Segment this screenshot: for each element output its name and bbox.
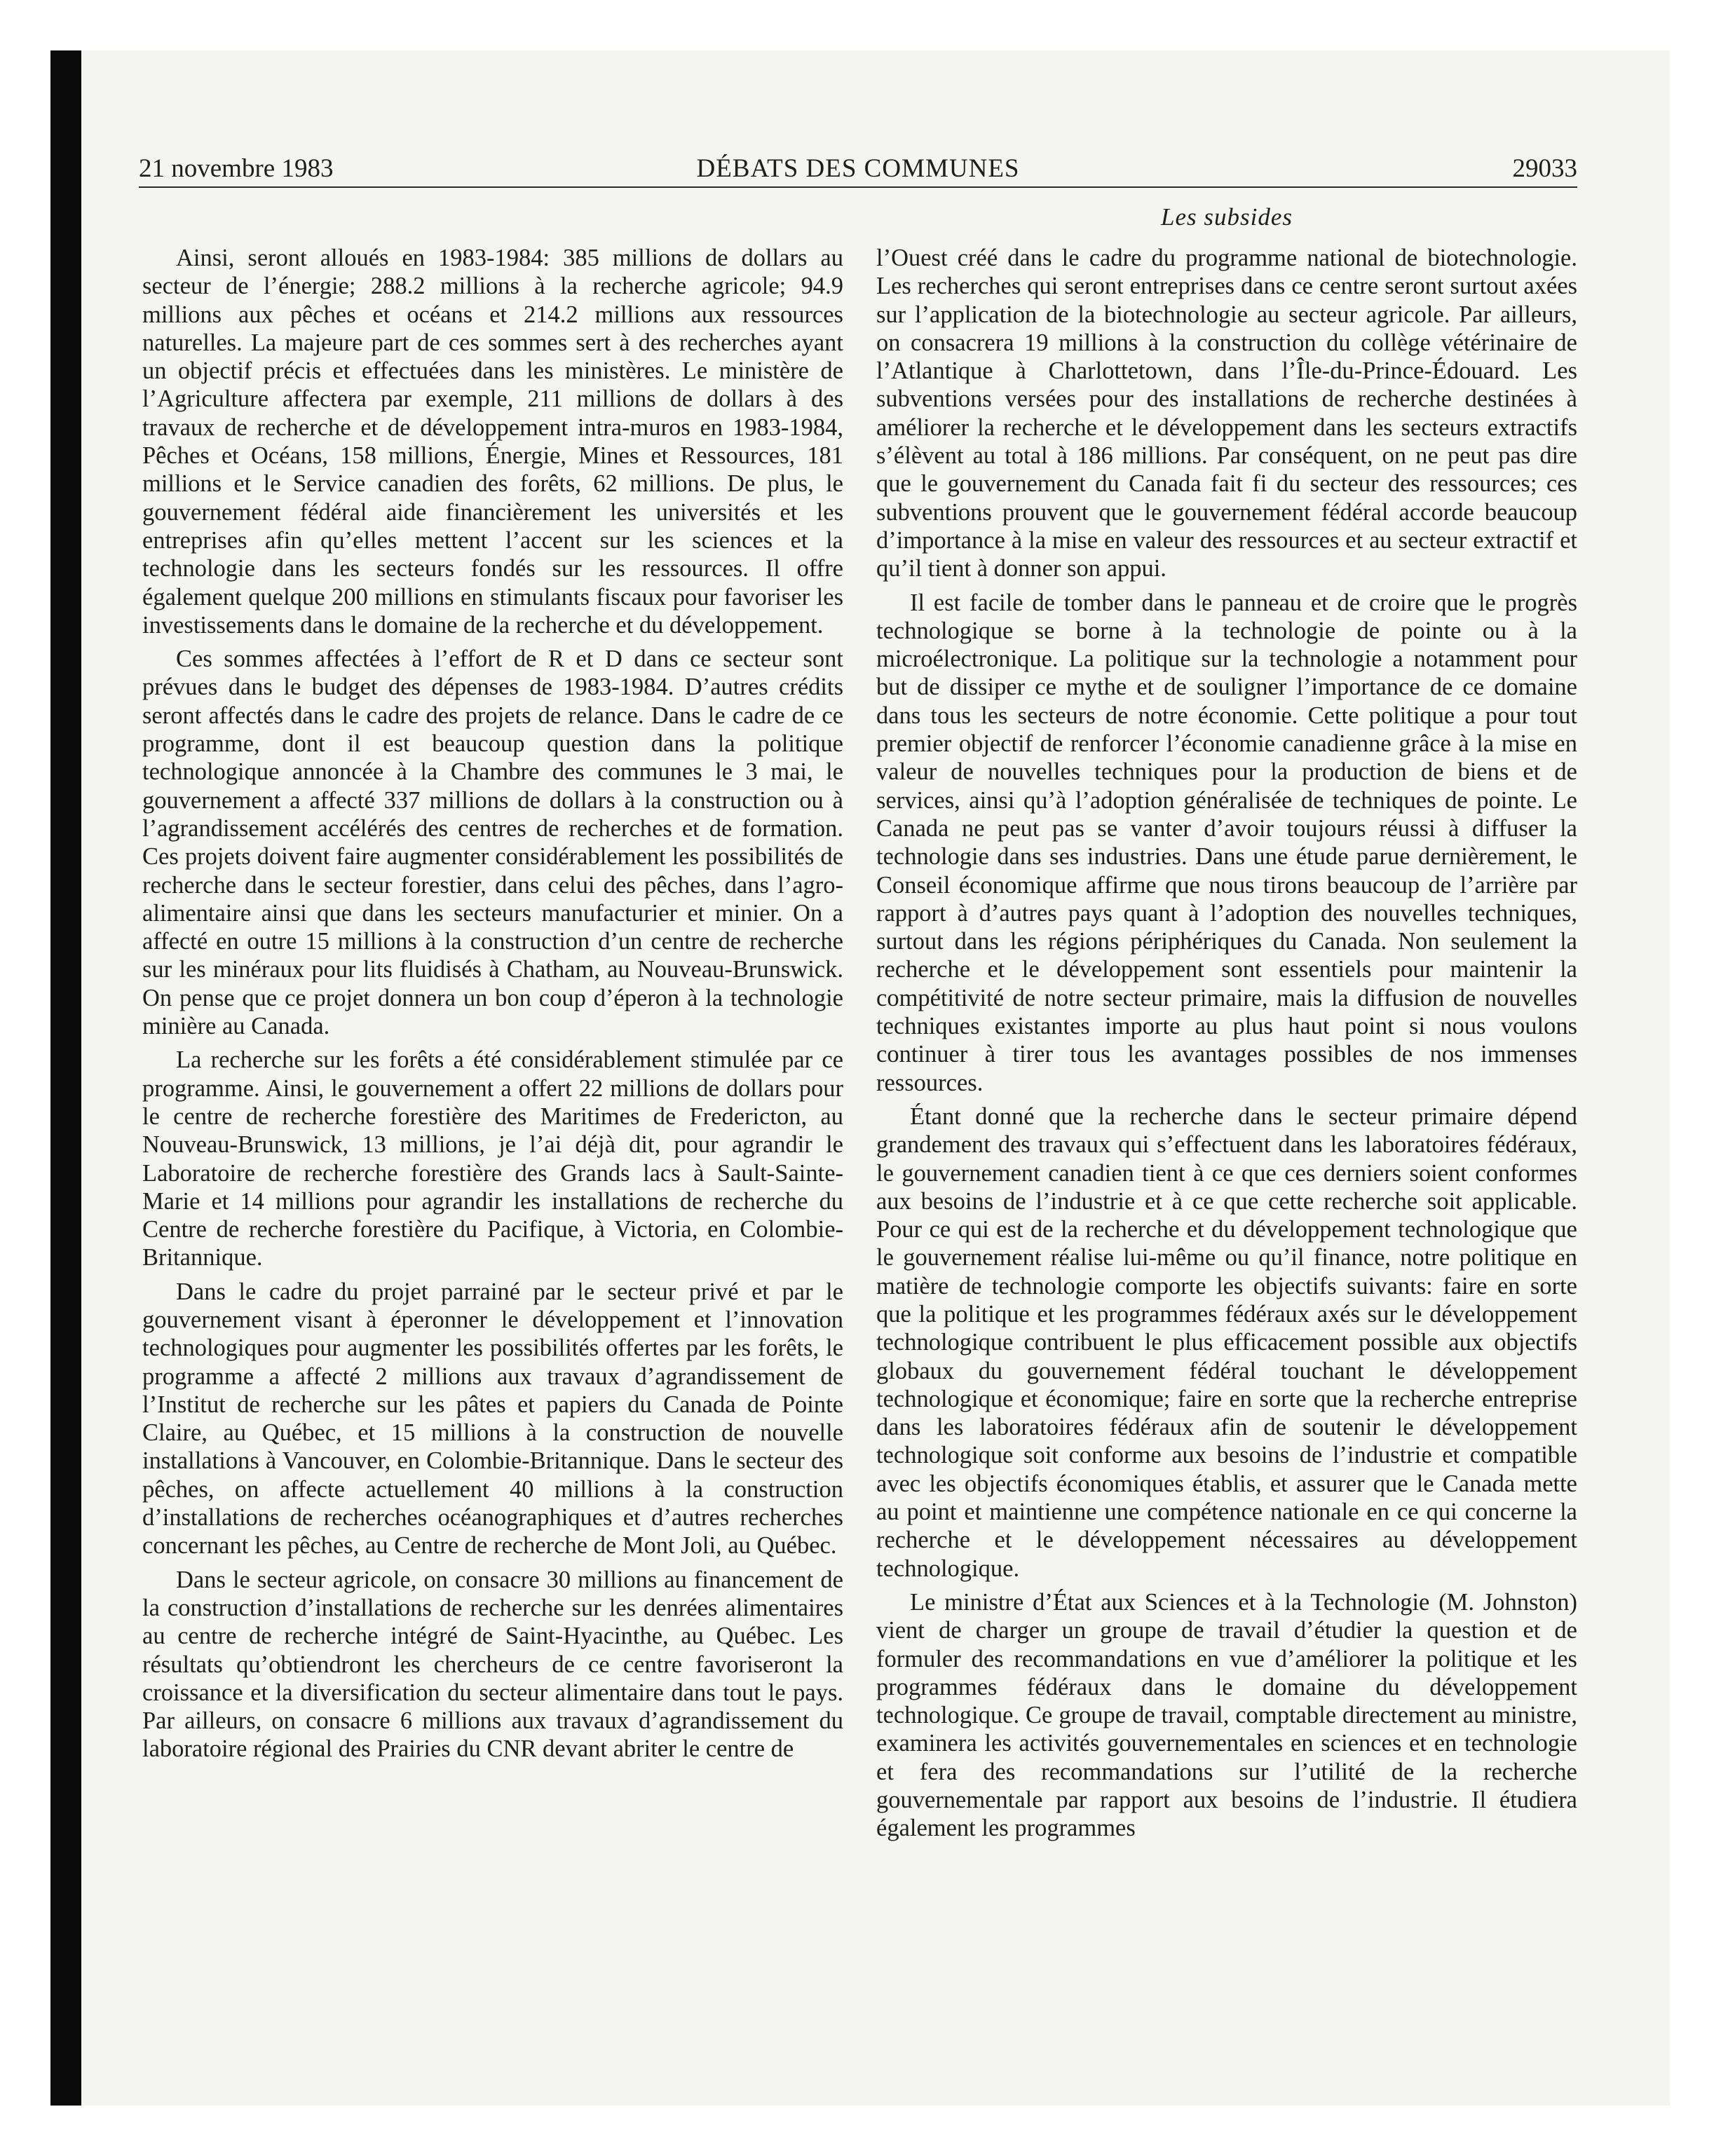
paragraph: La recherche sur les forêts a été considérablement stimulée par ce programme. Ainsi, le gouvernement a offert 22 millions de dollars pour le centre de recherche forestière des Maritimes de Fredericton, au Nouveau-Brunswick, 13 millions, je l’ai déjà dit, pour agrandir le Laboratoire de recherche forestière des Grands lacs à Sault-Sainte-Marie et 14 millions pour agrandir les installations de recherche du Centre de recherche forestière du Pacifique, à Victoria, en Colombie-Britannique. xyxy=(142,1046,843,1271)
paragraph: Il est facile de tomber dans le panneau et de croire que le progrès technologique se borne à la technologie de pointe ou à la microélectronique. La politique sur la technologie a notamment pour but de dissiper ce mythe et de souligner l’importance de ce domaine dans tous les secteurs de notre économie. Cette politique a pour tout premier objectif de renforcer l’économie canadienne grâce à la mise en valeur de nouvelles techniques pour la production de biens et de services, ainsi qu’à l’adoption généralisée de techniques de pointe. Le Canada ne peut pas se vanter d’avoir toujours réussi à diffuser la technologie dans ses industries. Dans une étude parue dernièrement, le Conseil économique affirme que nous tirons beaucoup de l’arrière par rapport à d’autres pays quant à l’adoption des nouvelles techniques, surtout dans les régions périphériques du Canada. Non seulement la recherche et le développement sont essentiels pour maintenir la compétitivité de notre secteur primaire, mais la diffusion de nouvelles techniques existantes importe au plus haut point si nous voulons continuer à tirer tous les avantages possibles de nos immenses ressources. xyxy=(876,589,1577,1096)
left-column xyxy=(142,244,843,1769)
header-page-number: 29033 xyxy=(1512,154,1577,183)
header-publication: DÉBATS DES COMMUNES xyxy=(696,154,1020,183)
paragraph: Étant donné que la recherche dans le secteur primaire dépend grandement des travaux qui s’effectuent dans les laboratoires fédéraux, le gouvernement canadien tient à ce que ces derniers soient conformes aux besoins de l’industrie et à ce que cette recherche soit applicable. Pour ce qui est de la recherche et du développement technologique que le gouvernement réalise lui-même ou qu’il finance, notre politique en matière de technologie comporte les objectifs suivants: faire en sorte que la politique et les programmes fédéraux axés sur le développement technologique contribuent le plus efficacement possible aux objectifs globaux du gouvernement fédéral touchant le développement technologique et économique; faire en sorte que la recherche entreprise dans les laboratoires fédéraux afin de soutenir le développement technologique soit conforme aux besoins de l’industrie et compatible avec les objectifs économiques établis, et assurer que le Canada mette au point et maintienne une compétence nationale en ce qui concerne la recherche et le développement nécessaires au développement technologique. xyxy=(876,1103,1577,1582)
paragraph-continued: l’Ouest créé dans le cadre du programme national de biotechnologie. Les recherches qui seront entreprises dans ce centre seront surtout axées sur l’application de la biotechnologie au secteur agricole. Par ailleurs, on consacrera 19 millions à la construction du collège vétérinaire de l’Atlantique à Charlottetown, dans l’Île-du-Prince-Édouard. Les subventions versées pour des installations de recherche destinées à améliorer la recherche et le développement dans les secteurs extractifs s’élèvent au total à 186 millions. Par conséquent, on ne peut pas dire que le gouvernement du Canada fait fi du secteur des ressources; ces subventions prouvent que le gouvernement fédéral accorde beaucoup d’importance à la mise en valeur des ressources et au secteur extractif et qu’il tient à donner son appui. xyxy=(876,245,1577,582)
header-date: 21 novembre 1983 xyxy=(139,154,334,183)
paragraph: Dans le cadre du projet parrainé par le secteur privé et par le gouvernement visant à éperonner le développement et l’innovation technologiques pour augmenter les possibilités offertes par les forêts, le programme a affecté 2 millions aux travaux d’agrandissement de l’Institut de recherche sur les pâtes et papiers du Canada de Pointe Claire, au Québec, et 15 millions à la construction de nouvelle installations à Vancouver, en Colombie-Britannique. Dans le secteur des pêches, on affecte actuellement 40 millions à la construction d’installations de recherches océanographiques et d’autres recherches concernant les pêches, au Centre de recherche de Mont Joli, au Québec. xyxy=(142,1278,843,1560)
paragraph: Le ministre d’État aux Sciences et à la Technologie (M. Johnston) vient de charger un groupe de travail d’étudier la question et de formuler des recommandations en vue d’améliorer la politique et les programmes fédéraux dans le domaine du développement technologique. Ce groupe de travail, comptable directement au ministre, examinera les activités gouvernementales en sciences et en technologie et fera des recommandations sur l’utilité de la recherche gouvernementale par rapport aux besoins de l’industrie. Il étudiera également les programmes xyxy=(876,1588,1577,1842)
scan-edge-bar xyxy=(50,50,81,2106)
section-title: Les subsides xyxy=(1161,203,1293,231)
right-column xyxy=(876,244,1577,1848)
paragraph: Ces sommes affectées à l’effort de R et D dans ce secteur sont prévues dans le budget des dépenses de 1983-1984. D’autres crédits seront affectés dans le cadre des projets de relance. Dans le cadre de ce programme, dont il est beaucoup question dans la politique technologique annoncée à la Chambre des communes le 3 mai, le gouvernement a affecté 337 millions de dollars à la construction ou à l’agrandissement accélérés des centres de recherches et de formation. Ces projets doivent faire augmenter considérablement les possibilités de recherche dans le secteur forestier, dans celui des pêches, dans l’agro-alimentaire ainsi que dans les secteurs manufacturier et minier. On a affecté en outre 15 millions à la construction d’un centre de recherche sur les minéraux pour lits fluidisés à Chatham, au Nouveau-Brunswick. On pense que ce projet donnera un bon coup d’éperon à la technologie minière au Canada. xyxy=(142,646,843,1040)
paragraph: Ainsi, seront alloués en 1983-1984: 385 millions de dollars au secteur de l’énergie; 288.2 millions à la recherche agricole; 94.9 millions aux pêches et océans et 214.2 millions aux ressources naturelles. La majeure part de ces sommes sert à des recherches ayant un objectif précis et effectuées dans les ministères. Le ministère de l’Agriculture affectera par exemple, 211 millions de dollars à des travaux de recherche et de développement intra-muros en 1983-1984, Pêches et Océans, 158 millions, Énergie, Mines et Ressources, 181 millions et le Service canadien des forêts, 62 millions. De plus, le gouvernement fédéral aide financièrement les universités et les entreprises afin qu’elles mettent l’accent sur les sciences et la technologie dans les secteurs fondés sur les ressources. Il offre également quelque 200 millions en stimulants fiscaux pour favoriser les investissements dans le domaine de la recherche et du développement. xyxy=(142,245,843,639)
paragraph: Dans le secteur agricole, on consacre 30 millions au financement de la construction d’installations de recherche sur les denrées alimentaires au centre de recherche intégré de Saint-Hyacinthe, au Québec. Les résultats qu’obtiendront les chercheurs de ce centre favoriseront la croissance et la diversification du secteur alimentaire dans tout le pays. Par ailleurs, on consacre 6 millions aux travaux d’agrandissement du laboratoire régional des Prairies du CNR devant abriter le centre de xyxy=(142,1566,843,1763)
page-header xyxy=(139,151,1577,188)
